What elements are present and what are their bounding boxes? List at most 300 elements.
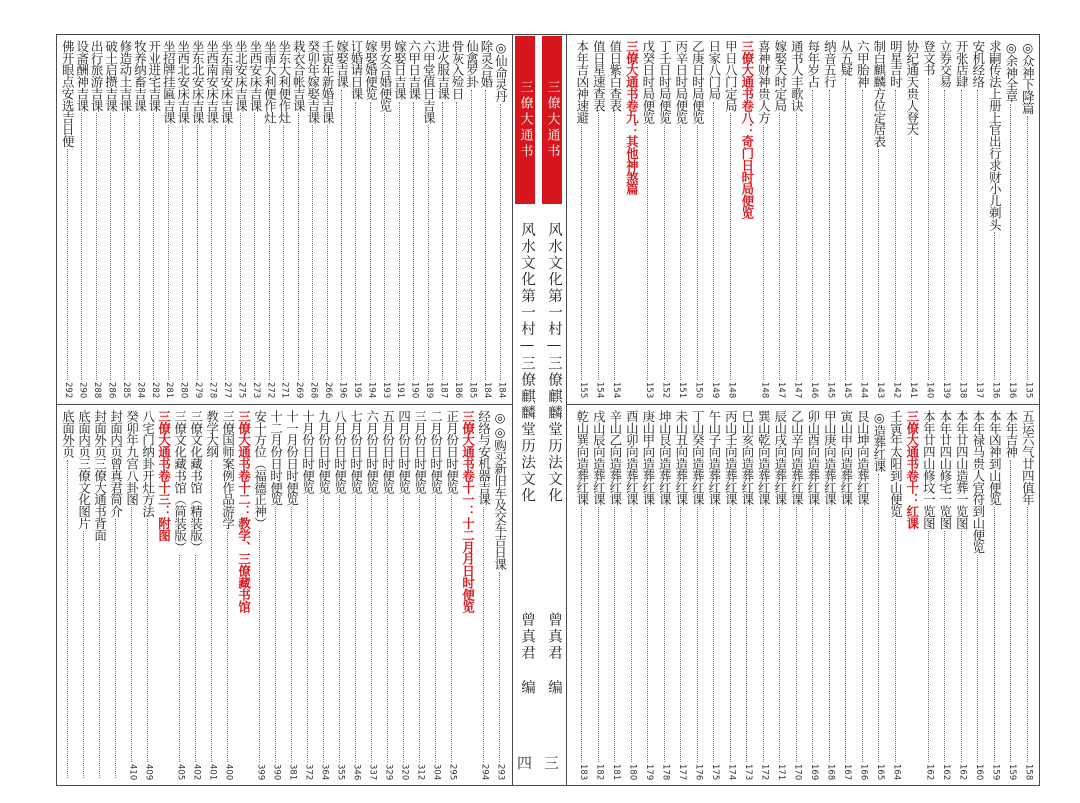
- left-spine-title: 风水文化第一村—三僚麒麟堂历法文化: [519, 222, 535, 504]
- toc-entry-page: 143: [874, 381, 885, 398]
- toc-entry: [465, 40, 479, 398]
- toc-entry-page: 171: [775, 763, 786, 780]
- toc-entry-title: 六甲胎神: [855, 40, 871, 88]
- leader-dots: [928, 531, 930, 762]
- toc-entry-page: 174: [726, 763, 737, 780]
- toc-entry-page: 138: [957, 381, 968, 398]
- toc-entry-page: 155: [577, 381, 588, 398]
- leader-dots: [614, 113, 616, 379]
- toc-entry-title: 协纪通天贵人登天: [904, 40, 920, 136]
- leader-dots: [829, 90, 831, 380]
- leader-dots: [327, 125, 329, 379]
- toc-entry-title: 值日星速查表: [591, 40, 607, 112]
- toc-entry-title: 本年廿四山修坟一览图: [921, 410, 937, 529]
- toc-entry-title: 三僚国师案例作品游学: [220, 410, 236, 529]
- toc-entry: [871, 40, 888, 398]
- toc-entry-title: 破土启攒吉课: [103, 40, 119, 112]
- toc-entry-title: 七月份日时便览: [348, 410, 364, 494]
- toc-entry: [172, 410, 188, 780]
- toc-entry: [739, 40, 756, 398]
- toc-entry: [450, 40, 464, 398]
- leader-dots: [110, 113, 112, 379]
- leader-dots: [227, 531, 229, 762]
- toc-entry-title: ◎造葬红课: [871, 410, 887, 473]
- toc-entry: [364, 410, 380, 780]
- leader-dots: [153, 113, 155, 379]
- toc-entry-page: 135: [1023, 381, 1034, 398]
- toc-entry-page: 145: [825, 381, 836, 398]
- leader-dots: [211, 125, 213, 379]
- toc-entry-title: 坐东大利便作灶: [276, 40, 292, 124]
- toc-entry-title: 甲山庚向造葬红课: [822, 410, 838, 506]
- toc-entry: [479, 40, 493, 398]
- toc-entry: [147, 40, 161, 398]
- toc-entry-page: 390: [271, 763, 282, 780]
- toc-entry-title: 丁山癸向造葬红课: [690, 410, 706, 506]
- toc-entry-title: 修造动土吉课: [118, 40, 133, 112]
- leader-dots: [581, 125, 583, 379]
- toc-entry-title: 巽山乾向造葬红课: [756, 410, 772, 506]
- toc-entry-page: 162: [924, 763, 935, 780]
- toc-entry: [421, 40, 435, 398]
- toc-entry-page: 271: [279, 381, 290, 398]
- toc-entry-page: 168: [825, 763, 836, 780]
- toc-left-top: [60, 40, 508, 398]
- toc-entry: [133, 40, 147, 398]
- toc-entry-title: 三僚大通书卷九：其他神煞篇: [624, 40, 640, 195]
- leader-dots: [339, 495, 341, 761]
- toc-entry: [263, 40, 277, 398]
- toc-entry-title: 安十方位（福德正神）: [252, 410, 268, 529]
- leader-dots: [961, 90, 963, 380]
- toc-entry-page: 355: [335, 763, 346, 780]
- toc-entry-page: 381: [287, 763, 298, 780]
- toc-entry-title: 封面内页曾真君简介: [108, 410, 124, 518]
- toc-entry-title: 本年吉凶神速避: [574, 40, 590, 124]
- toc-entry: [220, 410, 236, 780]
- toc-entry-page: 173: [742, 763, 753, 780]
- toc-entry: [805, 410, 822, 780]
- toc-entry: [156, 410, 172, 780]
- toc-entry: [380, 410, 396, 780]
- toc-entry-title: 坐东南安床吉课: [219, 40, 235, 124]
- toc-entry: [92, 410, 108, 780]
- leader-dots: [371, 495, 373, 761]
- toc-entry-title: 十一月份日时便览: [284, 410, 300, 506]
- toc-entry-title: 本年吉神: [1003, 410, 1019, 458]
- leader-dots: [283, 125, 285, 379]
- toc-entry-page: 158: [1023, 763, 1034, 780]
- leader-dots: [168, 125, 170, 379]
- leader-dots: [254, 113, 256, 379]
- toc-entry: [492, 410, 508, 780]
- toc-entry-page: 409: [143, 763, 154, 780]
- toc-entry-page: 186: [452, 381, 463, 398]
- leader-dots: [829, 507, 831, 762]
- toc-entry-page: 295: [447, 763, 458, 780]
- toc-entry-title: 壬寅年太阳到山便览: [888, 410, 904, 518]
- toc-entry-page: 175: [709, 763, 720, 780]
- toc-entry-page: 304: [431, 763, 442, 780]
- leader-dots: [197, 125, 199, 379]
- toc-entry: [822, 40, 839, 398]
- leader-dots: [746, 507, 748, 762]
- leader-dots: [370, 102, 372, 380]
- toc-entry: [277, 40, 291, 398]
- toc-entry-page: 166: [858, 763, 869, 780]
- toc-entry: [234, 40, 248, 398]
- leader-dots: [763, 507, 765, 762]
- leader-dots: [435, 495, 437, 761]
- leader-dots: [878, 474, 880, 762]
- leader-dots: [1027, 507, 1029, 762]
- leader-dots: [730, 507, 732, 762]
- toc-entry: [396, 410, 412, 780]
- toc-entry: [756, 410, 773, 780]
- toc-entry-page: 139: [940, 381, 951, 398]
- toc-entry-title: 仙禽罗卦: [464, 40, 480, 88]
- toc-entry: [673, 40, 690, 398]
- toc-entry: [789, 40, 806, 398]
- toc-entry: [204, 410, 220, 780]
- toc-entry: [772, 40, 789, 398]
- toc-entry-page: 320: [399, 763, 410, 780]
- toc-entry: [723, 40, 740, 398]
- toc-entry: [706, 40, 723, 398]
- toc-entry: [888, 410, 905, 780]
- toc-entry: [104, 40, 118, 398]
- leader-dots: [928, 78, 930, 380]
- toc-entry-page: 269: [294, 381, 305, 398]
- toc-entry-page: 196: [337, 381, 348, 398]
- toc-entry: [335, 40, 349, 398]
- toc-entry-page: 140: [924, 381, 935, 398]
- toc-entry-page: 285: [120, 381, 131, 398]
- toc-entry: [176, 40, 190, 398]
- toc-entry-title: 坐西南安床吉课: [204, 40, 220, 124]
- leader-dots: [895, 519, 897, 762]
- toc-entry: [349, 40, 363, 398]
- leader-dots: [195, 555, 197, 762]
- toc-entry: [640, 410, 657, 780]
- toc-entry-title: 嫁娶吉课: [334, 40, 350, 88]
- toc-entry: [1003, 410, 1020, 780]
- toc-entry-page: 410: [127, 763, 138, 780]
- toc-entry-title: 牧养纳畜吉课: [132, 40, 148, 112]
- toc-entry-page: 187: [438, 381, 449, 398]
- toc-entry: [937, 40, 954, 398]
- right-page-edge: [566, 34, 567, 786]
- right-spine-tab: 三僚大通书: [542, 36, 562, 204]
- toc-entry: [970, 40, 987, 398]
- toc-entry-title: 嫁娶天时定局: [772, 40, 788, 112]
- toc-entry-title: 六月份日时便览: [364, 410, 380, 494]
- toc-entry: [248, 40, 262, 398]
- leader-dots: [1010, 460, 1012, 762]
- toc-entry-page: 278: [207, 381, 218, 398]
- toc-entry: [1003, 40, 1020, 398]
- toc-entry-page: 136: [990, 381, 1001, 398]
- toc-entry-title: 坐北安床吉课: [233, 40, 249, 112]
- toc-right-top: [570, 40, 1036, 398]
- left-spine-tab: 三僚大通书: [515, 36, 535, 204]
- toc-entry: [970, 410, 987, 780]
- toc-entry: [236, 410, 252, 780]
- right-spine-editor: 曾真君 编: [546, 612, 562, 696]
- leader-dots: [763, 125, 765, 379]
- toc-entry: [1020, 40, 1037, 398]
- leader-dots: [713, 507, 715, 762]
- leader-dots: [862, 90, 864, 380]
- toc-entry-title: 三僚文化藏书馆（精装版）: [188, 410, 204, 553]
- leader-dots: [456, 102, 458, 380]
- toc-entry-page: 189: [424, 381, 435, 398]
- toc-entry: [657, 40, 674, 398]
- leader-dots: [291, 507, 293, 762]
- leader-dots: [355, 102, 357, 380]
- toc-entry-title: 三僚文化藏书馆（简装版）: [172, 410, 188, 553]
- toc-entry: [904, 410, 921, 780]
- toc-entry-title: 出行旅游吉课: [89, 40, 105, 112]
- toc-entry: [118, 40, 132, 398]
- toc-entry-title: 从五疑: [838, 40, 854, 76]
- leader-dots: [680, 507, 682, 762]
- leader-dots: [1027, 116, 1029, 380]
- leader-dots: [312, 125, 314, 379]
- toc-entry-title: 十二月份日时便览: [268, 410, 284, 506]
- toc-entry-title: 每年岁占: [805, 40, 821, 88]
- toc-entry-title: 未山丑向造葬红课: [673, 410, 689, 506]
- toc-entry-title: 乙山辛向造葬红课: [789, 410, 805, 506]
- toc-entry: [190, 40, 204, 398]
- leader-dots: [1010, 104, 1012, 380]
- toc-entry: [640, 40, 657, 398]
- toc-entry: [591, 410, 608, 780]
- leader-dots: [179, 555, 181, 762]
- toc-entry-page: 152: [660, 381, 671, 398]
- toc-entry: [673, 410, 690, 780]
- toc-entry: [904, 40, 921, 398]
- toc-entry-title: 除灵合婚: [478, 40, 494, 88]
- toc-entry-title: ◎余神全章: [1003, 40, 1019, 103]
- toc-entry-page: 159: [1006, 763, 1017, 780]
- toc-entry-title: 五月份日时便览: [380, 410, 396, 494]
- toc-entry-title: 坤山艮向造葬红课: [657, 410, 673, 506]
- toc-entry-title: 底面内页三僚文化图片: [76, 410, 92, 529]
- toc-entry-title: 三僚大通书卷十：红课: [904, 410, 920, 529]
- leader-dots: [878, 149, 880, 380]
- toc-entry-page: 294: [479, 763, 490, 780]
- toc-entry: [937, 410, 954, 780]
- toc-entry-title: 艮山坤向造葬红课: [855, 410, 871, 506]
- leader-dots: [500, 104, 502, 380]
- toc-entry-title: 寅山申向造葬红课: [838, 410, 854, 506]
- toc-entry-page: 400: [223, 763, 234, 780]
- toc-entry-title: 癸卯年嫁娶吉课: [305, 40, 321, 124]
- right-spine-title: 风水文化第一村—三僚麒麟堂历法文化: [546, 222, 562, 504]
- toc-entry-title: 八宅门纳卦开灶方法: [140, 410, 156, 518]
- toc-entry-page: 182: [594, 763, 605, 780]
- toc-entry: [140, 410, 156, 780]
- toc-entry: [871, 410, 888, 780]
- toc-entry-page: 399: [255, 763, 266, 780]
- toc-entry-page: 147: [792, 381, 803, 398]
- toc-entry-title: 正月份日时便览: [444, 410, 460, 494]
- toc-entry-page: 144: [858, 381, 869, 398]
- toc-entry-page: 277: [221, 381, 232, 398]
- toc-entry: [428, 410, 444, 780]
- toc-entry-title: 卯山酉向造葬红课: [805, 410, 821, 506]
- toc-entry-title: 酉山卯向造葬红课: [624, 410, 640, 506]
- toc-entry-title: 坐南大利便作灶: [262, 40, 278, 124]
- toc-entry: [690, 40, 707, 398]
- left-divider: [56, 404, 512, 405]
- toc-entry-title: 开业进宅吉课: [146, 40, 162, 112]
- toc-entry-title: 登文书: [921, 40, 937, 76]
- toc-entry: [855, 40, 872, 398]
- toc-entry: [205, 40, 219, 398]
- leader-dots: [147, 519, 149, 762]
- toc-entry: [60, 410, 76, 780]
- toc-entry: [75, 40, 89, 398]
- toc-entry-page: 268: [308, 381, 319, 398]
- leader-dots: [730, 113, 732, 379]
- toc-entry-page: 145: [841, 381, 852, 398]
- toc-entry-title: 男女合婚便览: [377, 40, 393, 112]
- leader-dots: [911, 137, 913, 380]
- leader-dots: [225, 125, 227, 379]
- toc-entry: [607, 40, 624, 398]
- toc-entry-title: 教学大纲: [204, 410, 220, 458]
- leader-dots: [81, 113, 83, 379]
- toc-entry-page: 337: [367, 763, 378, 780]
- toc-entry: [494, 40, 508, 398]
- leader-dots: [83, 531, 85, 778]
- toc-entry: [393, 40, 407, 398]
- toc-entry-page: 184: [496, 381, 507, 398]
- toc-entry-title: 骨灰入殓日: [450, 40, 466, 100]
- toc-entry-page: 282: [149, 381, 160, 398]
- leader-dots: [341, 90, 343, 380]
- toc-entry-page: 185: [467, 381, 478, 398]
- toc-entry: [838, 40, 855, 398]
- leader-dots: [384, 113, 386, 379]
- leader-dots: [779, 113, 781, 379]
- leader-dots: [139, 113, 141, 379]
- toc-entry-page: 164: [891, 763, 902, 780]
- toc-entry: [574, 40, 591, 398]
- toc-entry-title: 八月份日时便览: [332, 410, 348, 494]
- toc-entry-title: 嫁娶婚便览: [363, 40, 379, 100]
- toc-entry-page: 150: [693, 381, 704, 398]
- toc-entry-title: 五运六气廿四值年: [1020, 410, 1036, 506]
- toc-entry-title: 乙庚日时局便览: [690, 40, 706, 124]
- leader-dots: [485, 90, 487, 380]
- toc-entry-title: 丙山壬向造葬红课: [723, 410, 739, 506]
- leader-dots: [211, 460, 213, 762]
- toc-entry: [108, 410, 124, 780]
- leader-dots: [862, 507, 864, 762]
- toc-entry: [987, 40, 1004, 398]
- toc-entry: [723, 410, 740, 780]
- toc-entry: [124, 410, 140, 780]
- toc-entry: [76, 410, 92, 780]
- toc-entry-title: 癸卯年九宫八卦图: [124, 410, 140, 506]
- leader-dots: [796, 507, 798, 762]
- toc-entry: [921, 410, 938, 780]
- toc-entry: [739, 410, 756, 780]
- toc-entry-title: ◎◎购买新旧车及交车吉日课: [492, 410, 508, 570]
- toc-entry: [954, 410, 971, 780]
- leader-dots: [779, 507, 781, 762]
- leader-dots: [67, 149, 69, 380]
- toc-entry-page: 179: [643, 763, 654, 780]
- toc-entry-title: 六甲日吉课: [406, 40, 422, 100]
- toc-entry-title: 经络与安机器吉课: [476, 410, 492, 506]
- toc-entry-page: 372: [303, 763, 314, 780]
- toc-entry-title: 坐东北安床吉课: [190, 40, 206, 124]
- toc-entry-page: 160: [973, 763, 984, 780]
- toc-entry: [89, 40, 103, 398]
- toc-entry-page: 292: [63, 381, 74, 398]
- toc-entry: [291, 40, 305, 398]
- toc-entry-page: 191: [395, 381, 406, 398]
- toc-entry: [591, 40, 608, 398]
- leader-dots: [664, 507, 666, 762]
- toc-entry-title: 立券交易: [937, 40, 953, 88]
- toc-entry-title: 封面外页三僚大通书背面: [92, 410, 108, 541]
- left-page-edge: [512, 34, 513, 786]
- toc-entry-title: 进火服吉课: [435, 40, 451, 100]
- toc-entry: [407, 40, 421, 398]
- toc-entry-title: 辛山乙向造葬红课: [607, 410, 623, 506]
- toc-entry: [476, 410, 492, 780]
- toc-entry: [268, 410, 284, 780]
- toc-entry-page: 190: [409, 381, 420, 398]
- toc-entry: [460, 410, 476, 780]
- toc-entry-page: 286: [106, 381, 117, 398]
- toc-entry-title: 六甲堂值日吉课: [421, 40, 437, 124]
- toc-entry-title: 午山子向造葬红课: [706, 410, 722, 506]
- toc-entry: [607, 410, 624, 780]
- leader-dots: [845, 507, 847, 762]
- toc-entry-page: 165: [874, 763, 885, 780]
- toc-entry-page: 146: [808, 381, 819, 398]
- toc-entry: [855, 410, 872, 780]
- toc-entry-page: 167: [841, 763, 852, 780]
- leader-dots: [812, 507, 814, 762]
- toc-entry-page: 141: [907, 381, 918, 398]
- toc-entry: [162, 40, 176, 398]
- toc-entry-title: 二月份日时便览: [428, 410, 444, 494]
- toc-entry: [574, 410, 591, 780]
- toc-entry: [838, 410, 855, 780]
- leader-dots: [895, 90, 897, 380]
- toc-entry-title: 制白麒麟方位定居表: [871, 40, 887, 148]
- toc-entry: [252, 410, 268, 780]
- toc-entry: [789, 410, 806, 780]
- toc-entry-page: 329: [383, 763, 394, 780]
- leader-dots: [182, 125, 184, 379]
- toc-entry-page: 180: [627, 763, 638, 780]
- toc-entry-title: 本年廿四山造葬一览图: [954, 410, 970, 529]
- right-divider: [566, 404, 1040, 405]
- toc-entry-title: 辰山戌向造葬红课: [772, 410, 788, 506]
- toc-entry-title: 九月份日时便览: [316, 410, 332, 494]
- toc-entry-page: 194: [366, 381, 377, 398]
- leader-dots: [713, 102, 715, 380]
- leader-dots: [240, 113, 242, 379]
